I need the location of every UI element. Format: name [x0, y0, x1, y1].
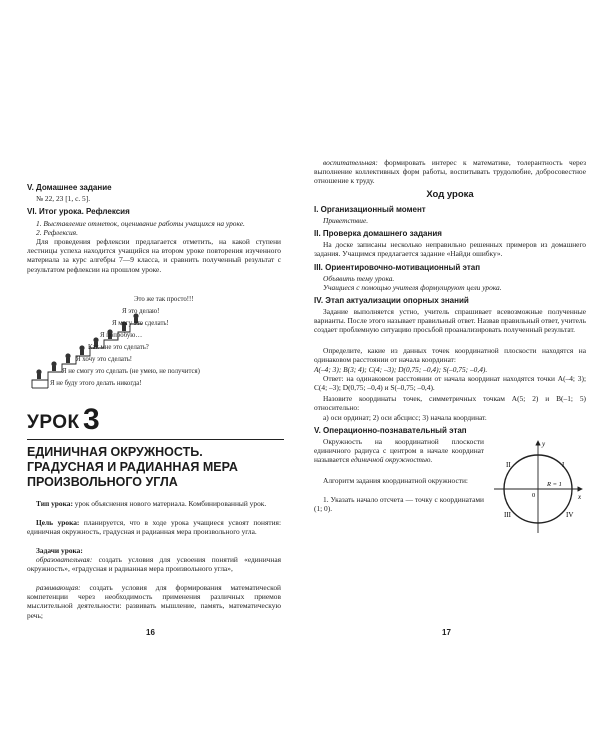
origin-label: 0	[532, 492, 536, 499]
reflection-paragraph: Для проведения рефлексии предлагается отметить, на какой ступени лестницы успеха находится учащийся на втором уроке повторения изученного материала за курс алгебры 7—9 класса, и сравнить полученный результат с результатом рефлексии на прошлом уроке.	[27, 237, 281, 274]
lesson-type-text: урок объяснения нового материала. Комбинированный урок.	[72, 499, 267, 508]
tasks-label: Задачи урока:	[36, 546, 83, 555]
stage-5-paragraph-2: Алгоритм задания координатной окружности:	[323, 476, 468, 485]
task-upbringing	[314, 158, 586, 186]
ladder-step-4: Как мне это сделать?	[88, 344, 149, 351]
task-educational-text: создать условия для усвоения понятий «единичная окружность», «градусная и радианная мера произвольного угла»,	[27, 555, 281, 574]
lesson-type-label: Тип урока:	[36, 499, 73, 508]
stage-1-text: Приветствие.	[323, 216, 369, 225]
summary-heading: VI. Итог урока. Рефлексия	[27, 207, 130, 216]
stage-5-paragraph-3: 1. Указать начало отсчета — точку с координатами (1; 0).	[314, 495, 484, 514]
ladder-step-3: Я хочу это сделать!	[76, 356, 133, 363]
ladder-step-1: Я не буду этого делать никогда!	[50, 380, 142, 387]
summary-item-1: 1. Выставление отметок, оценивание работы учащихся на уроке.	[36, 219, 245, 228]
lesson-divider	[27, 439, 284, 440]
ladder-step-2: Я не смогу это сделать (не умею, не получится)	[62, 368, 200, 375]
ladder-step-5: Я попробую…	[100, 332, 143, 339]
summary-item-2: 2. Рефлексия.	[36, 228, 78, 237]
radius-label: R = 1	[547, 481, 562, 488]
stage-5-heading: V. Операционно-познавательный этап	[314, 426, 467, 435]
success-ladder-illustration	[30, 292, 190, 392]
stage-1-heading: I. Организационный момент	[314, 205, 426, 214]
ladder-step-6: Я могу это сделать!	[112, 320, 169, 327]
stage-5-paragraph-1	[314, 437, 484, 465]
ladder-step-8: Это же так просто!!!	[134, 296, 194, 303]
quadrant-3-label: III	[504, 511, 511, 519]
stage-4-points: A(–4; 3); B(3; 4); C(4; –3); D(0,75; –0,4); S(–0,75; –0,4).	[314, 365, 488, 374]
stage-4-paragraph-1: Задание выполняется устно, учитель спрашивает всевозможные полученные варианты. После этого называет правильный ответ. Назвав правильный ответ, учитель создает проблемную ситуацию просьбой проанализировать полученный результат.	[314, 307, 586, 335]
quadrant-4-label: IV	[566, 511, 574, 519]
stage-2-heading: II. Проверка домашнего задания	[314, 229, 442, 238]
task-developing-label: развивающая:	[36, 583, 81, 592]
lesson-tasks-label	[36, 546, 281, 555]
quadrant-2-label: II	[506, 461, 511, 469]
page-number-right: 17	[442, 628, 451, 637]
stage-4-paragraph-4: а) оси ординат; 2) оси абсцисс; 3) начала координат.	[323, 413, 487, 422]
lesson-goal-label: Цель урока:	[36, 518, 80, 527]
stage-2-text: На доске записаны несколько неправильно решенных примеров из домашнего задания. Учащимся предлагается задание «Найди ошибку».	[314, 240, 586, 259]
stage-4-answer: Ответ: на одинаковом расстоянии от начала координат находятся точки A(–4; 3); C(4; –3); D(0,75; –0,4) и S(–0,75; –0,4).	[314, 374, 586, 393]
stage-3-text-2: Учащиеся с помощью учителя формулируют цели урока.	[323, 283, 502, 292]
lesson-progress-title: Ход урока	[426, 189, 474, 200]
stage-4-heading: IV. Этап актуализации опорных знаний	[314, 296, 469, 305]
stage-5-definition: Окружность на координатной плоскости единичного радиуса с центром в начале координат называется	[314, 437, 484, 465]
lesson-title: ЕДИНИЧНАЯ ОКРУЖНОСТЬ. ГРАДУСНАЯ И РАДИАННАЯ МЕРА ПРОИЗВОЛЬНОГО УГЛА	[27, 445, 238, 489]
unit-circle-figure	[490, 437, 590, 537]
task-developing-text: создать условия для формирования математической компетенции через необходимость применения различных приемов мыслительной деятельности: развивать мышление, память, математическую речь;	[27, 583, 281, 620]
page-number-left: 16	[146, 628, 155, 637]
homework-heading: V. Домашнее задание	[27, 183, 112, 192]
right-page	[300, 0, 600, 750]
lesson-type	[27, 499, 281, 508]
ladder-step-7: Я это делаю!	[122, 308, 160, 315]
stage-4-paragraph-2: Определите, какие из данных точек координатной плоскости находятся на одинаковом расстоянии от начала координат:	[314, 346, 586, 365]
task-educational	[27, 555, 281, 573]
task-upbringing-text: формировать интерес к математике, толерантность через выполнение коллективных форм работы, воспитывать трудолюбие, добросовестное отношение к труду.	[314, 158, 586, 186]
task-educational-label: образовательная:	[36, 555, 93, 564]
y-axis-label: y	[542, 440, 546, 448]
task-upbringing-label: воспитательная:	[323, 158, 378, 167]
quadrant-1-label: I	[562, 461, 565, 469]
lesson-number: 3	[83, 403, 100, 436]
lesson-goal-text: планируется, что в ходе урока учащиеся усвоят понятия: единичная окружность, градусная и радианная мера произвольного угла.	[27, 518, 281, 537]
lesson-goal	[27, 518, 281, 536]
lesson-word: УРОК	[27, 412, 80, 433]
stage-4-paragraph-3: Назовите координаты точек, симметричных точкам A(5; 2) и B(–1; 5) относительно:	[314, 394, 586, 413]
x-axis-label: x	[578, 493, 582, 501]
stage-3-text-1: Объявить тему урока.	[323, 274, 395, 283]
stage-5-term: единичной окружностью.	[350, 455, 433, 465]
stage-3-heading: III. Ориентировочно-мотивационный этап	[314, 263, 481, 272]
homework-text: № 22, 23 [1, с. 5].	[36, 194, 91, 203]
task-developing	[27, 583, 281, 620]
